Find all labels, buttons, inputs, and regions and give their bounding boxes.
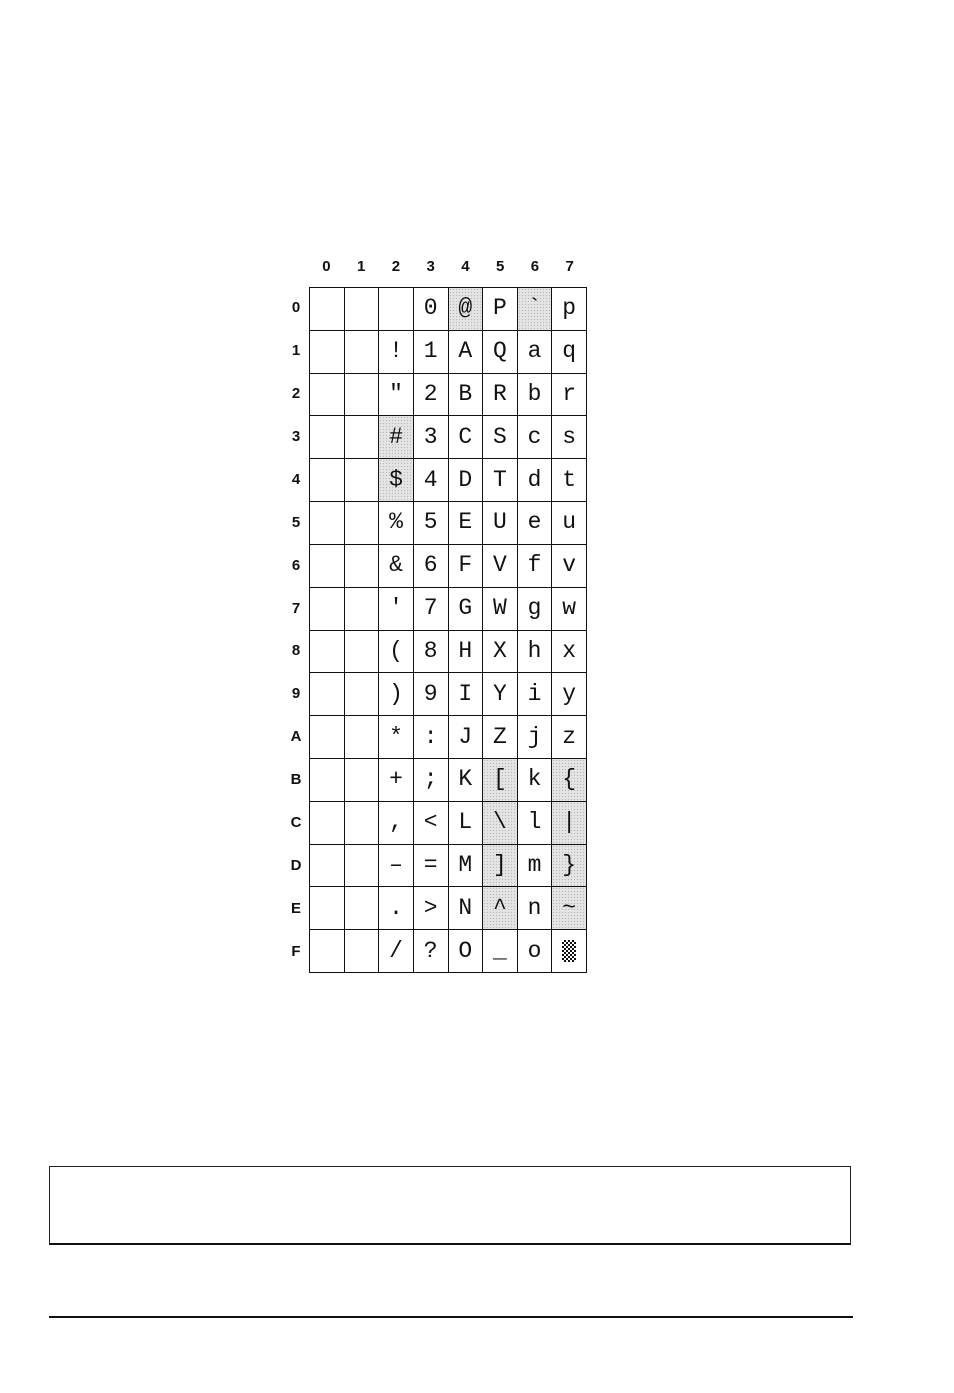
cell-char: U xyxy=(493,509,507,536)
table-cell xyxy=(449,845,484,888)
table-cell xyxy=(379,288,414,331)
table-cell xyxy=(552,930,587,973)
row-header-4: 4 xyxy=(291,470,301,488)
column-header-5: 5 xyxy=(495,258,505,275)
table-cell xyxy=(518,331,553,374)
cell-char: f xyxy=(527,552,542,579)
cell-char: c xyxy=(527,423,542,450)
row-header-b: B xyxy=(290,771,302,789)
table-cell xyxy=(379,416,414,459)
cell-char: , xyxy=(389,809,403,836)
cell-char: i xyxy=(527,680,542,707)
cell-char: m xyxy=(527,851,542,878)
cell-char: / xyxy=(389,937,403,964)
cell-char: Q xyxy=(493,338,507,365)
cell-char: S xyxy=(493,423,507,450)
cell-char: N xyxy=(458,894,473,921)
cell-char: j xyxy=(527,723,542,750)
table-cell xyxy=(449,459,484,502)
table-cell xyxy=(310,845,345,888)
table-cell xyxy=(379,759,414,802)
table-cell xyxy=(379,716,414,759)
cell-char: } xyxy=(562,851,577,878)
table-cell xyxy=(414,459,449,502)
cell-char: @ xyxy=(458,295,473,322)
table-cell xyxy=(552,331,587,374)
table-cell xyxy=(552,545,587,588)
table-cell xyxy=(414,673,449,716)
row-header-9: 9 xyxy=(291,685,301,703)
table-cell xyxy=(483,716,518,759)
cell-char: y xyxy=(562,680,577,707)
cell-char: t xyxy=(562,466,577,493)
cell-char: o xyxy=(527,937,542,964)
table-cell xyxy=(449,887,484,930)
table-cell xyxy=(414,631,449,674)
cell-char: { xyxy=(562,766,577,793)
cell-char: 0 xyxy=(423,295,438,322)
table-cell xyxy=(483,887,518,930)
table-cell xyxy=(518,887,553,930)
cell-char: d xyxy=(527,466,542,493)
cell-char: # xyxy=(389,423,403,450)
table-cell xyxy=(449,759,484,802)
cell-char: e xyxy=(527,509,542,536)
cell-char: V xyxy=(493,552,507,579)
table-cell xyxy=(449,288,484,331)
table-cell xyxy=(518,588,553,631)
table-cell xyxy=(414,759,449,802)
column-header-3: 3 xyxy=(426,258,435,275)
cell-char: J xyxy=(458,723,473,750)
table-cell xyxy=(483,288,518,331)
table-cell xyxy=(379,845,414,888)
table-cell xyxy=(552,802,587,845)
cell-char: ~ xyxy=(562,894,577,921)
table-cell xyxy=(518,374,553,417)
table-cell xyxy=(449,374,484,417)
cell-char: ) xyxy=(389,680,403,707)
table-cell xyxy=(310,288,345,331)
cell-char: ? xyxy=(423,937,438,964)
table-cell xyxy=(345,374,380,417)
table-cell xyxy=(449,930,484,973)
table-cell xyxy=(449,588,484,631)
table-cell xyxy=(518,845,553,888)
cell-char: [ xyxy=(493,766,507,793)
row-header-d: D xyxy=(290,856,302,874)
cell-char: _ xyxy=(493,937,507,964)
table-cell xyxy=(552,588,587,631)
column-header-0: 0 xyxy=(322,258,331,275)
table-cell xyxy=(379,930,414,973)
table-cell xyxy=(518,416,553,459)
table-cell xyxy=(345,416,380,459)
table-cell xyxy=(483,802,518,845)
table-cell xyxy=(345,331,380,374)
table-cell xyxy=(552,631,587,674)
cell-char: ; xyxy=(423,766,438,793)
table-cell xyxy=(414,887,449,930)
row-header-6: 6 xyxy=(291,556,301,574)
row-header-e: E xyxy=(290,899,301,917)
table-cell xyxy=(345,716,380,759)
row-header-2: 2 xyxy=(291,385,301,403)
footer-rule xyxy=(49,1316,853,1318)
cell-char: X xyxy=(493,637,507,664)
cell-char: & xyxy=(389,552,403,579)
table-cell xyxy=(552,716,587,759)
table-cell xyxy=(552,845,587,888)
cell-char: u xyxy=(562,509,577,536)
table-cell xyxy=(414,502,449,545)
table-cell xyxy=(414,845,449,888)
table-cell xyxy=(552,459,587,502)
table-cell xyxy=(483,459,518,502)
row-header-1: 1 xyxy=(291,342,301,360)
table-cell xyxy=(518,930,553,973)
cell-char: F xyxy=(458,552,473,579)
cell-char: k xyxy=(527,766,542,793)
cell-char: P xyxy=(493,295,507,322)
column-header-4: 4 xyxy=(461,258,470,275)
table-cell xyxy=(483,588,518,631)
table-cell xyxy=(379,374,414,417)
cell-char: O xyxy=(458,937,473,964)
column-header-6: 6 xyxy=(530,258,540,275)
table-cell xyxy=(310,716,345,759)
table-cell xyxy=(345,887,380,930)
cell-char: H xyxy=(458,637,473,664)
cell-char: 4 xyxy=(423,466,438,493)
table-cell xyxy=(414,288,449,331)
table-cell xyxy=(379,502,414,545)
table-cell xyxy=(449,416,484,459)
cell-char: 7 xyxy=(423,595,438,622)
cell-char: q xyxy=(562,338,577,365)
cell-char: L xyxy=(458,809,473,836)
cell-char: 2 xyxy=(423,381,438,408)
table-cell xyxy=(414,374,449,417)
cell-char: s xyxy=(562,423,577,450)
cell-char: 6 xyxy=(423,552,438,579)
table-cell xyxy=(379,802,414,845)
table-cell xyxy=(414,588,449,631)
row-header-8: 8 xyxy=(291,642,301,660)
table-cell xyxy=(310,416,345,459)
table-cell xyxy=(449,716,484,759)
table-cell xyxy=(379,887,414,930)
character-table xyxy=(309,287,587,973)
table-cell xyxy=(552,502,587,545)
table-cell xyxy=(552,887,587,930)
table-cell xyxy=(483,930,518,973)
table-cell xyxy=(345,502,380,545)
table-cell xyxy=(518,759,553,802)
cell-char: . xyxy=(389,894,403,921)
cell-char: D xyxy=(458,466,473,493)
cell-char: = xyxy=(423,851,438,878)
table-cell xyxy=(414,545,449,588)
table-cell xyxy=(483,331,518,374)
cell-char: w xyxy=(562,595,577,622)
cell-char: A xyxy=(458,338,473,365)
table-cell xyxy=(379,631,414,674)
table-cell xyxy=(552,673,587,716)
table-cell xyxy=(518,288,553,331)
cell-char: Z xyxy=(493,723,507,750)
cell-char: ^ xyxy=(493,894,507,921)
cell-char: v xyxy=(562,552,577,579)
cell-char: % xyxy=(389,509,403,536)
table-cell xyxy=(483,416,518,459)
cell-char: * xyxy=(389,723,403,750)
table-cell xyxy=(310,374,345,417)
cell-char: 3 xyxy=(423,423,438,450)
row-headers xyxy=(284,287,308,973)
table-cell xyxy=(379,331,414,374)
table-cell xyxy=(310,459,345,502)
table-cell xyxy=(518,716,553,759)
row-header-5: 5 xyxy=(291,513,301,531)
table-cell xyxy=(310,502,345,545)
table-cell xyxy=(310,930,345,973)
table-cell xyxy=(414,930,449,973)
column-header-7: 7 xyxy=(565,258,574,275)
table-cell xyxy=(552,416,587,459)
table-cell xyxy=(449,545,484,588)
cell-char: l xyxy=(527,809,542,836)
table-cell xyxy=(483,545,518,588)
column-headers xyxy=(309,258,587,282)
cell-char: | xyxy=(562,809,577,836)
cell-char: > xyxy=(423,894,438,921)
table-cell xyxy=(518,502,553,545)
table-cell xyxy=(518,673,553,716)
row-header-7: 7 xyxy=(291,599,301,617)
table-cell xyxy=(310,887,345,930)
table-cell xyxy=(449,502,484,545)
table-cell xyxy=(414,416,449,459)
cell-char: C xyxy=(458,423,473,450)
table-cell xyxy=(379,673,414,716)
table-cell xyxy=(483,502,518,545)
table-cell xyxy=(518,631,553,674)
table-cell xyxy=(552,374,587,417)
row-header-c: C xyxy=(290,813,302,831)
table-cell xyxy=(483,845,518,888)
cell-char: " xyxy=(389,381,403,408)
table-cell xyxy=(483,631,518,674)
note-box xyxy=(49,1166,851,1245)
table-cell xyxy=(483,374,518,417)
cell-char: 1 xyxy=(423,338,438,365)
cell-char: 8 xyxy=(423,637,438,664)
table-cell xyxy=(552,288,587,331)
row-header-f: F xyxy=(291,942,301,960)
cell-char: z xyxy=(562,723,577,750)
table-cell xyxy=(518,802,553,845)
cell-char: G xyxy=(458,595,473,622)
table-cell xyxy=(449,802,484,845)
cell-char: 9 xyxy=(423,680,438,707)
table-cell xyxy=(345,759,380,802)
cell-char: b xyxy=(527,381,542,408)
table-cell xyxy=(345,802,380,845)
cell-char: n xyxy=(527,894,542,921)
row-header-a: A xyxy=(290,728,302,746)
cell-char: + xyxy=(389,766,403,793)
cell-char: ] xyxy=(493,851,507,878)
table-cell xyxy=(552,759,587,802)
column-header-2: 2 xyxy=(391,258,401,275)
cell-char: ! xyxy=(389,338,403,365)
table-cell xyxy=(379,545,414,588)
table-cell xyxy=(310,588,345,631)
table-cell xyxy=(483,673,518,716)
cell-char: B xyxy=(458,381,473,408)
table-cell xyxy=(310,673,345,716)
row-header-0: 0 xyxy=(291,299,301,317)
cell-char: R xyxy=(493,381,507,408)
cell-char: h xyxy=(527,637,542,664)
cell-char: ` xyxy=(527,295,542,322)
cell-char: M xyxy=(458,851,473,878)
cell-char: a xyxy=(527,338,542,365)
row-header-3: 3 xyxy=(291,428,301,446)
cell-char: r xyxy=(562,381,577,408)
table-cell xyxy=(310,331,345,374)
table-cell xyxy=(345,588,380,631)
cell-char: I xyxy=(458,680,473,707)
table-cell xyxy=(379,459,414,502)
cell-char: – xyxy=(389,851,403,878)
table-cell xyxy=(345,845,380,888)
table-cell xyxy=(414,331,449,374)
cell-char: Y xyxy=(493,680,507,707)
cell-char: p xyxy=(562,295,577,322)
table-cell xyxy=(310,802,345,845)
table-cell xyxy=(483,759,518,802)
table-cell xyxy=(414,802,449,845)
checkerboard-glyph-icon xyxy=(562,940,576,962)
cell-char: : xyxy=(423,723,438,750)
cell-char: ( xyxy=(389,637,403,664)
cell-char: T xyxy=(493,466,507,493)
table-cell xyxy=(449,631,484,674)
cell-char: < xyxy=(423,809,438,836)
table-cell xyxy=(345,288,380,331)
cell-char: E xyxy=(458,509,473,536)
cell-char: K xyxy=(458,766,473,793)
cell-char: x xyxy=(562,637,577,664)
table-cell xyxy=(345,673,380,716)
table-cell xyxy=(518,459,553,502)
column-header-1: 1 xyxy=(356,258,366,275)
cell-char: g xyxy=(527,595,542,622)
table-cell xyxy=(345,545,380,588)
table-cell xyxy=(379,588,414,631)
table-cell xyxy=(414,716,449,759)
table-cell xyxy=(310,759,345,802)
table-cell xyxy=(345,930,380,973)
table-cell xyxy=(310,631,345,674)
table-cell xyxy=(310,545,345,588)
cell-char: $ xyxy=(389,466,403,493)
cell-char: ' xyxy=(389,595,403,622)
table-cell xyxy=(449,331,484,374)
table-cell xyxy=(345,631,380,674)
cell-char: 5 xyxy=(423,509,438,536)
cell-char: \ xyxy=(493,809,507,836)
table-cell xyxy=(518,545,553,588)
table-cell xyxy=(345,459,380,502)
table-cell xyxy=(449,673,484,716)
cell-char: W xyxy=(493,595,507,622)
